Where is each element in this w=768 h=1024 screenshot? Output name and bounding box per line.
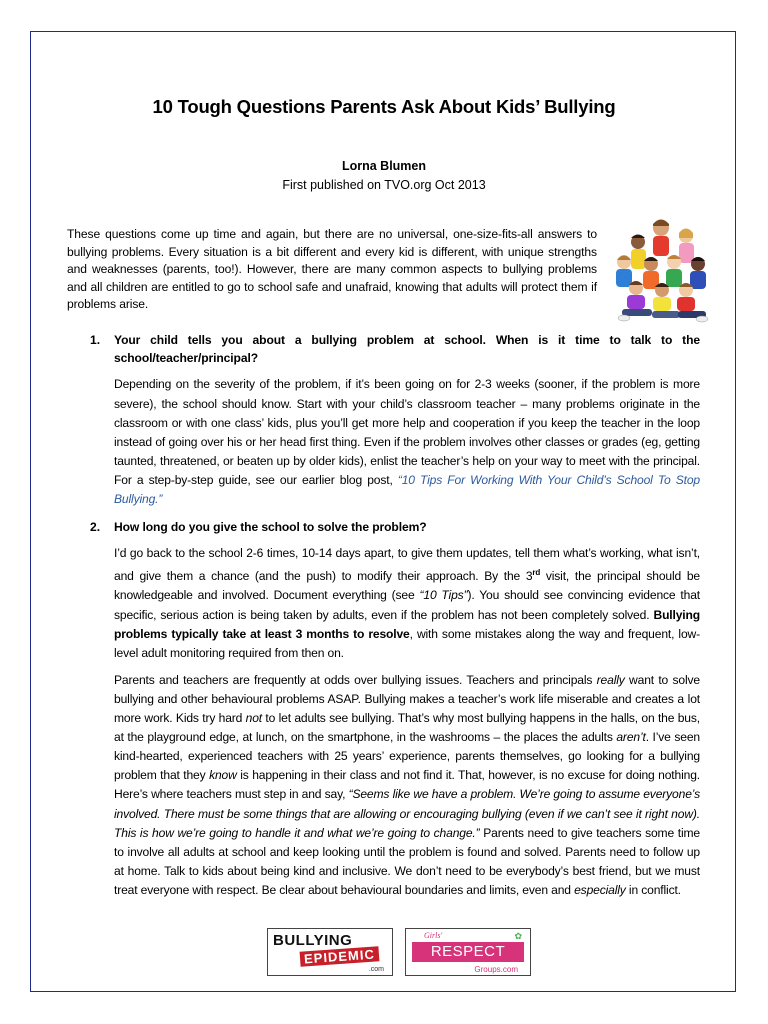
text-run: is happening in their class and not find it. That, however, is no excuse for doing nothing. Here’s where teachers must step in and say, bbox=[114, 768, 700, 802]
italic-word: know bbox=[209, 768, 237, 783]
intro-paragraph: These questions come up time and again, but there are no universal, one-size-fits-all answers to bullying problems. Every situation is a bit different and every kid is different, with unique strengths and weaknesses (parents, too!). However, there are many common aspects to bullying problems and all children are entitled to go to school safe and unafraid, knowing that adults will protect them if problems arise. bbox=[67, 227, 597, 312]
italic-word: especially bbox=[574, 882, 626, 897]
text-run: to let adults see bullying. That’s why most bullying happens in the halls, on the bus, at the playground edge, at lunch, on the smartphone, in the washrooms – the places the adults bbox=[114, 711, 700, 745]
question-2 bbox=[90, 518, 700, 536]
answer-paragraph bbox=[90, 671, 700, 900]
logo-text-bullying: BULLYING bbox=[273, 932, 353, 949]
document-title: 10 Tough Questions Parents Ask About Kids’ Bullying bbox=[152, 96, 616, 117]
bullying-epidemic-logo[interactable] bbox=[267, 928, 393, 976]
text-run: ). You should see convincing evidence that specific, serious action is being taken by adults, even if the problem has not been completely solved. bbox=[114, 588, 700, 622]
italic-word: really bbox=[596, 672, 625, 687]
answer-paragraph bbox=[90, 544, 700, 663]
text-run: . I’ve seen kind-hearted, experienced teachers with 25 years’ experience, parents themselves, go looking for a bullying problem that they bbox=[114, 730, 700, 783]
heart-icon: ✿ bbox=[514, 931, 522, 941]
text-run: in conflict. bbox=[625, 882, 681, 897]
logo-text-epidemic: EPIDEMIC bbox=[300, 946, 380, 966]
superscript: rd bbox=[532, 568, 541, 578]
text-run: , with some mistakes along the way and frequent, low-level adult monitoring required from then on. bbox=[114, 626, 700, 660]
italic-reference: “10 Tips” bbox=[419, 588, 468, 603]
logo-text-groups: Groups.com bbox=[474, 965, 518, 974]
text-run: I’d go back to the school 2-6 times, 10-14 days apart, to give them updates, tell them what’s working, what isn’t, and give them a chance (and the push) to modify their approach. By the 3 bbox=[114, 546, 700, 584]
question-number: 1. bbox=[90, 333, 101, 347]
blog-post-link[interactable]: “10 Tips For Working With Your Child’s School To Stop Bullying.” bbox=[114, 472, 700, 506]
author-name: Lorna Blumen bbox=[341, 159, 427, 173]
questions-list bbox=[90, 331, 700, 900]
text-run: Parents need to give teachers some time to involve all adults at school and keep looking until the problem is found and solved. Parents need to follow up at home. Talk to kids about being kind and inclusive. We don’t need to be everybody’s best friend, but we must treat everyone with respect. Be clear about behavioural boundaries and limits, even and bbox=[114, 825, 700, 897]
publication-line: First published on TVO.org Oct 2013 bbox=[282, 178, 486, 192]
logo-text-girls: Girls' bbox=[424, 931, 443, 940]
logo-text-respect: RESPECT bbox=[412, 942, 524, 962]
text-run: Parents and teachers are frequently at odds over bullying issues. Teachers and principals bbox=[114, 672, 597, 687]
girls-respect-groups-logo[interactable] bbox=[405, 928, 531, 976]
text-run: want to solve bullying and other behavioural problems ASAP. Bullying makes a teacher’s work life miserable and creates a lot more work. Kids try hard bbox=[114, 672, 700, 726]
question-text: Your child tells you about a bullying problem at school. When is it time to talk to the school/teacher/principal? bbox=[114, 333, 700, 366]
answer-paragraph bbox=[90, 375, 700, 509]
question-1 bbox=[90, 331, 700, 367]
question-number: 2. bbox=[90, 520, 101, 535]
children-group-image bbox=[606, 218, 716, 324]
bold-statement: Bullying problems typically take at least 3 months to resolve bbox=[114, 607, 700, 641]
text-run: visit, the principal should be knowledgeable and involved. Document everything (see bbox=[114, 569, 700, 603]
italic-quote: “Seems like we have a problem. We’re going to assume everyone’s involved. There must be some things that are allowing or encouraging bullying (even if we can’t see it right now). This is how we’re going to handle it and what we’re going to change.” bbox=[114, 787, 700, 840]
logo-text-dotcom: .com bbox=[368, 966, 384, 973]
question-text: How long do you give the school to solve the problem? bbox=[114, 520, 427, 535]
answer-text: Depending on the severity of the problem, if it’s been going on for 2-3 weeks (sooner, if the problem is more severe), the school should know. Start with your child’s classroom teacher – many problems originate in the classroom or with one class’ kids, plus you’ll get more help and cooperation if you keep the teacher in the loop instead of going over his or her head first thing. Even if the problem involves other classes or grades (eg, getting taunted, threatened, or beaten up by older kids), enlist the teacher’s help on your way to meet with the principal. For a step-by-step guide, see our earlier blog post, bbox=[114, 377, 700, 487]
italic-word: not bbox=[245, 711, 262, 726]
italic-word: aren’t bbox=[616, 730, 646, 745]
